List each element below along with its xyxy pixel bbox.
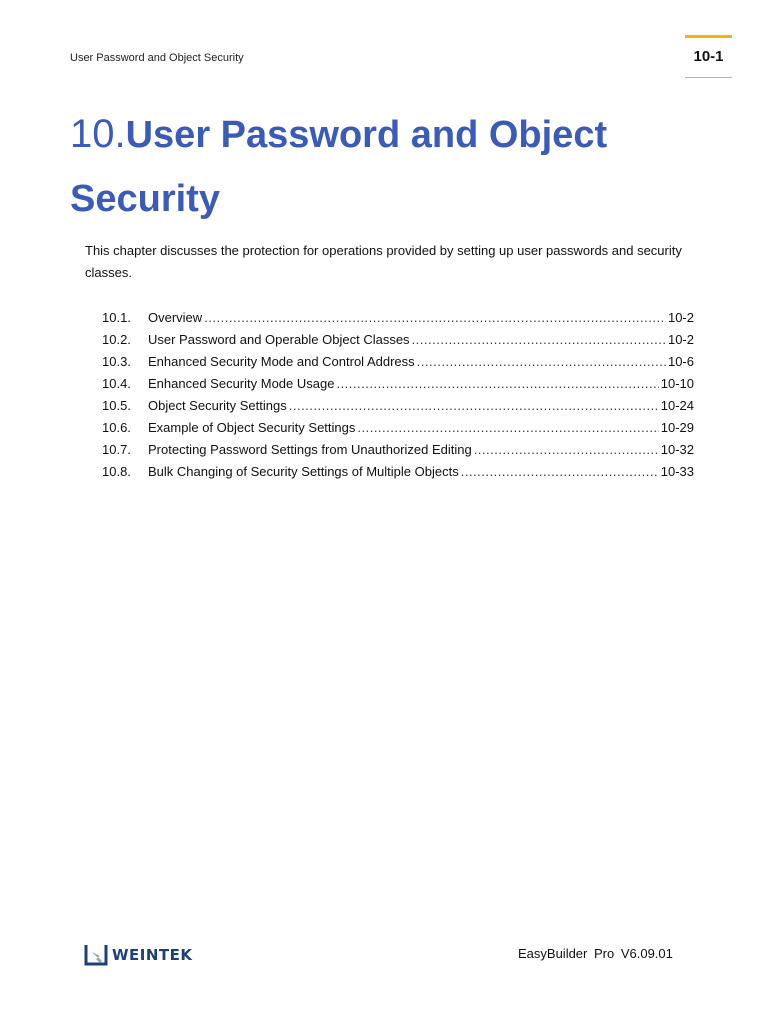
toc-entry-number: 10.5. — [102, 398, 131, 413]
toc-entry-page: 10-32 — [660, 442, 694, 457]
page-header-text: User Password and Object Security — [70, 52, 244, 64]
toc-leader-dots — [289, 395, 659, 417]
chapter-intro: This chapter discusses the protection for operations provided by setting up user passwords and security classes. — [85, 243, 682, 280]
toc-entry-title: Overview — [148, 310, 203, 325]
table-of-contents — [102, 307, 694, 483]
toc-entry-number: 10.1. — [102, 310, 131, 325]
toc-entry-page: 10-6 — [667, 354, 694, 369]
weintek-logo-icon — [84, 943, 110, 967]
footer-logo — [84, 942, 193, 968]
page-number-bottom-rule — [685, 77, 732, 78]
toc-leader-dots — [204, 307, 666, 329]
page-number-box — [685, 35, 732, 79]
toc-entry-page: 10-24 — [660, 398, 694, 413]
toc-entry-title: Bulk Changing of Security Settings of Multiple Objects — [148, 464, 459, 479]
toc-entry-page: 10-2 — [667, 310, 694, 325]
chapter-title-text: User Password and Object Security — [70, 114, 608, 220]
toc-entry-example-object-security[interactable] — [102, 417, 694, 439]
toc-leader-dots — [474, 439, 659, 461]
toc-leader-dots — [417, 351, 666, 373]
toc-entry-number: 10.3. — [102, 354, 131, 369]
toc-entry-number: 10.7. — [102, 442, 131, 457]
page-number: 10-1 — [693, 48, 724, 65]
toc-entry-title: User Password and Operable Object Classes — [148, 332, 410, 347]
footer-version: EasyBuilder Pro V6.09.01 — [518, 946, 673, 961]
toc-entry-number: 10.8. — [102, 464, 131, 479]
toc-entry-page: 10-29 — [660, 420, 694, 435]
toc-leader-dots — [412, 329, 666, 351]
chapter-title — [70, 102, 710, 231]
toc-entry-title: Object Security Settings — [148, 398, 287, 413]
toc-entry-page: 10-10 — [660, 376, 694, 391]
toc-entry-title: Example of Object Security Settings — [148, 420, 356, 435]
toc-entry-title: Enhanced Security Mode Usage — [148, 376, 335, 391]
toc-leader-dots — [357, 417, 658, 439]
toc-entry-enhanced-security-usage[interactable] — [102, 373, 694, 395]
toc-entry-page: 10-2 — [667, 332, 694, 347]
toc-entry-user-password[interactable] — [102, 329, 694, 351]
page-number-top-rule — [685, 35, 732, 38]
toc-entry-enhanced-security-mode[interactable] — [102, 351, 694, 373]
toc-entry-title: Protecting Password Settings from Unauthorized Editing — [148, 442, 472, 457]
toc-entry-number: 10.4. — [102, 376, 131, 391]
chapter-number: 10. — [70, 112, 126, 156]
logo-text: WEINTEK — [112, 946, 193, 964]
toc-entry-number: 10.2. — [102, 332, 131, 347]
toc-entry-title: Enhanced Security Mode and Control Address — [148, 354, 415, 369]
toc-entry-page: 10-33 — [660, 464, 694, 479]
toc-leader-dots — [336, 373, 658, 395]
toc-entry-overview[interactable] — [102, 307, 694, 329]
toc-entry-object-security-settings[interactable] — [102, 395, 694, 417]
toc-entry-bulk-changing-security[interactable] — [102, 461, 694, 483]
toc-entry-number: 10.6. — [102, 420, 131, 435]
toc-entry-protecting-password-settings[interactable] — [102, 439, 694, 461]
toc-leader-dots — [461, 461, 659, 483]
